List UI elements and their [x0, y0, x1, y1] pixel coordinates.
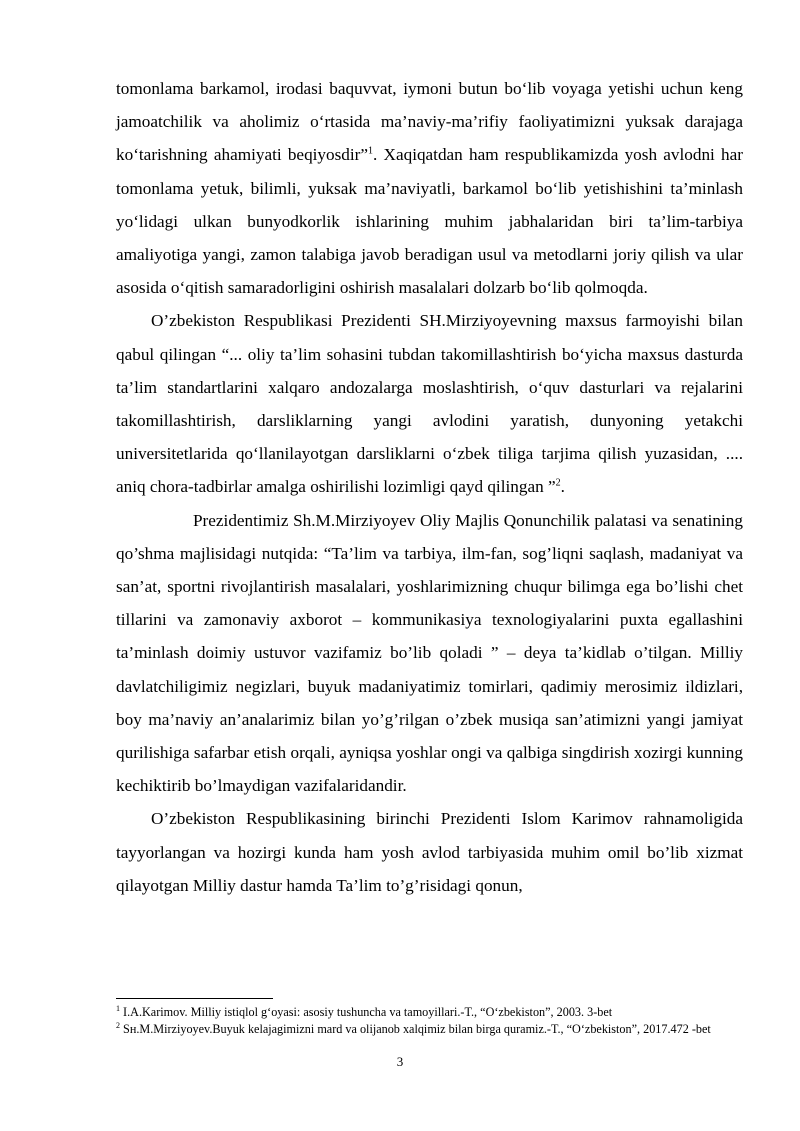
- footnote-2: [116, 1021, 743, 1038]
- footnote-number: 2: [116, 1020, 120, 1030]
- paragraph-3: [116, 504, 743, 803]
- footnote-ref-1[interactable]: 1: [368, 145, 374, 157]
- footnote-number: 1: [116, 1003, 120, 1013]
- paragraph-text: Prezidentimiz Sh.M.Mirziyoyev Oliy Majlis Qonunchilik palatasi va senatining qo’shma majlisidagi nutqida: “Ta’lim va tarbiya, ilm-fan, sog’liqni saqlash, madaniyat va san’at, sportni rivojlantirish masalalari, yoshlarimizning chuqur bilimga ega bo’lishi chet tillarini va zamonaviy axborot – kommunikasiya texnologiyalarini puxta egallashini ta’minlash doimiy ustuvor vazifamiz bo’lib qoladi ” – deya ta’kidlab o’tilgan. Milliy davlatchiligimiz negizlari, buyuk madaniyatimiz tomirlari, qadimiy merosimiz ildizlari, boy ma’naviy an’analarimiz bilan yo’g’rilgan o’zbek musiqa san’atimizni yangi jamiyat qurilishiga safarbar etish orqali, ayniqsa yoshlar ongi va qalbiga singdirish xozirgi kunning kechiktirib bo’lmaydigan vazifalaridandir.: [116, 510, 743, 796]
- footnote-ref-2[interactable]: 2: [555, 477, 561, 489]
- paragraph-text: O’zbekiston Respublikasi Prezidenti SH.Mirziyoyevning maxsus farmoyishi bilan qabul qilingan “... oliy ta’lim sohasini tubdan takomillashtirish bo‘yicha maxsus dasturda ta’lim standartlarini xalqaro andozalarga moslashtirish, o‘quv dasturlari va rejalarini takomillashtirish, darsliklarning yangi avlodini yaratish, dunyoning yetakchi universitetlarida qo‘llanilayotgan darsliklarni o‘zbek tiliga tarjima qilish yuzasidan, .... aniq chora-tadbirlar amalga oshirilishi lozimligi qayd qilingan ”: [116, 311, 743, 497]
- footnote-text: Sн.M.Mirziyoyev.Buyuk kelajagimizni mard va olijanob xalqimiz bilan birga quramiz.-T., “O‘zbekiston”, 2017.472 -bet: [120, 1022, 711, 1036]
- paragraph-text: O’zbekiston Respublikasining birinchi Prezidenti Islom Karimov rahnamoligida tayyorlangan va hozirgi kunda ham yosh avlod tarbiyasida muhim omil bo’lib xizmat qilayotgan Milliy dastur hamda Ta’lim to’g’risidagi qonun,: [116, 809, 743, 895]
- page-number: 3: [396, 1054, 404, 1069]
- paragraph-text: .: [560, 477, 565, 497]
- paragraph-text: . Xaqiqatdan ham respublikamizda yosh avlodni har tomonlama yetuk, bilimli, yuksak ma’naviyatli, barkamol bo‘lib yetishishini ta’minlash yo‘lidagi ulkan bunyodkorlik ishlarining muhim jabhalaridan biri ta’lim-tarbiya amaliyotiga yangi, zamon talabiga javob beradigan usul va metodlarni joriy qilish va ular asosida o‘qitish samaradorligini oshirish masalalari dolzarb bo‘lib qolmoqda.: [116, 145, 743, 298]
- paragraph-2: [116, 304, 743, 503]
- paragraph-1: [116, 72, 743, 304]
- body-text: [116, 72, 743, 902]
- paragraph-text: tomonlama barkamol, irodasi baquvvat, iymoni butun bo‘lib voyaga yetishi uchun keng jamoatchilik va aholimiz o‘rtasida ma’naviy-ma’rifiy faoliyatimizni yuksak darajaga ko‘tarishning ahamiyati beqiyosdir”: [116, 79, 743, 165]
- footnotes: [116, 1004, 743, 1038]
- footnote-separator: [116, 998, 273, 999]
- footnote-text: I.A.Karimov. Milliy istiqlol g‘oyasi: asosiy tushuncha va tamoyillari.-T., “O‘zbekiston”, 2003. 3-bet: [120, 1005, 613, 1019]
- paragraph-4: [116, 802, 743, 902]
- footnote-1: [116, 1004, 743, 1021]
